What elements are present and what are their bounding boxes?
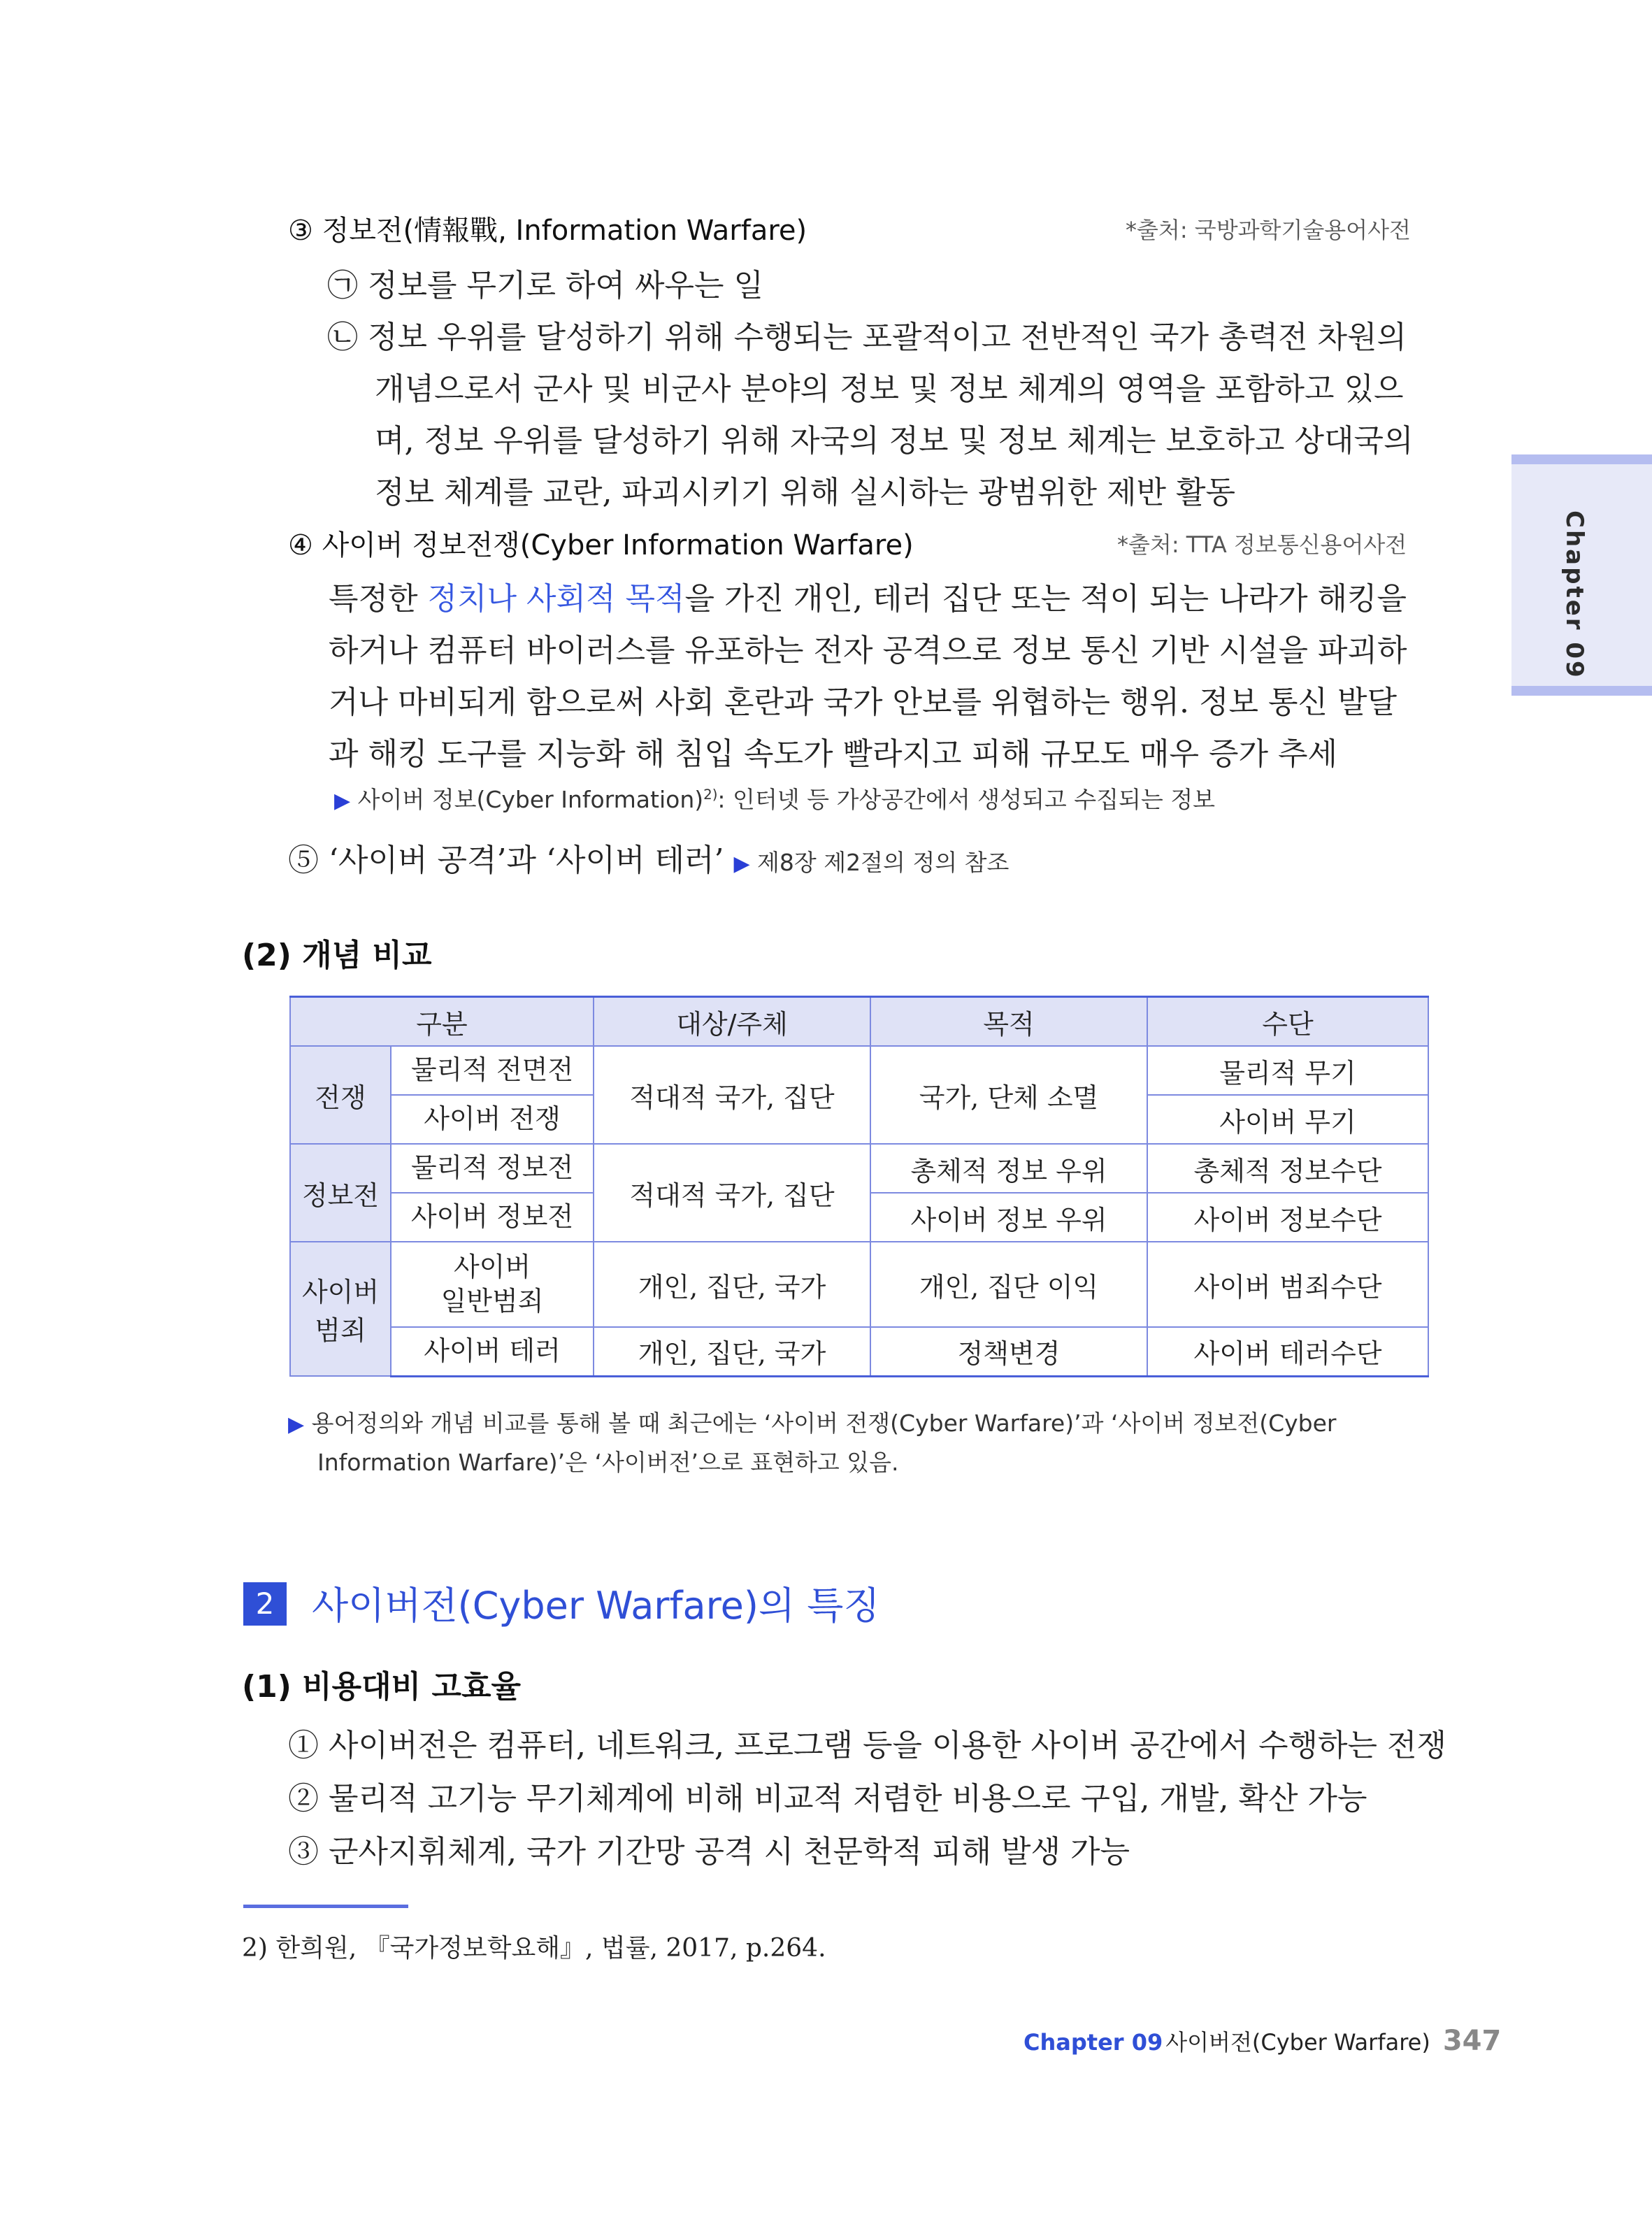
item3-source: *출처: 국방과학기술용어사전 [1126, 217, 1411, 243]
header-target: 대상/주체 [594, 997, 870, 1047]
cell-target: 개인, 집단, 국가 [594, 1327, 870, 1376]
table-note-text1: 용어정의와 개념 비교를 통해 볼 때 최근에는 ‘사이버 전쟁(Cyber Warfare)’과 ‘사이버 정보전(Cyber [311, 1410, 1337, 1437]
group-war: 전쟁 [290, 1046, 391, 1144]
cell-purpose: 사이버 정보 우위 [870, 1193, 1147, 1242]
table-header-row [290, 997, 1428, 1047]
cell-means: 사이버 테러수단 [1147, 1327, 1428, 1376]
cell-target: 적대적 국가, 집단 [594, 1046, 870, 1144]
side-tab-top-bar [1511, 454, 1652, 464]
item4-line1 [329, 573, 1407, 618]
table-row [290, 1144, 1428, 1193]
row-label: 사이버 전쟁 [391, 1095, 594, 1144]
side-tab-label: Chapter 09 [1560, 510, 1588, 680]
header-purpose: 목적 [870, 997, 1147, 1047]
footer-title: 사이버전(Cyber Warfare) [1165, 2029, 1430, 2056]
cell-target: 개인, 집단, 국가 [594, 1242, 870, 1327]
side-tab-bottom-bar [1511, 686, 1652, 696]
row-label: 사이버 정보전 [391, 1193, 594, 1242]
item4-highlight: 정치나 사회적 목적 [427, 581, 685, 617]
row-label-line1: 사이버 [453, 1251, 531, 1282]
triangle-bullet-icon: ▶ [288, 1412, 305, 1437]
row-label: 물리적 전면전 [391, 1046, 594, 1095]
item4-source: *출처: TTA 정보통신용어사전 [1117, 531, 1407, 558]
footnote: 2) 한희원, 『국가정보학요해』, 법률, 2017, p.264. [242, 1934, 826, 1963]
list-item: ② 물리적 고기능 무기체계에 비해 비교적 저렴한 비용으로 구입, 개발, 확산 가능 [288, 1781, 1367, 1816]
table-row [290, 1046, 1428, 1095]
group-info-warfare: 정보전 [290, 1144, 391, 1242]
group-label-line2: 범죄 [315, 1315, 366, 1346]
header-category: 구분 [290, 997, 594, 1047]
comparison-table [289, 996, 1429, 1377]
footnote-divider [243, 1905, 408, 1908]
row-label [391, 1242, 594, 1327]
item3-b-line3: 며, 정보 우위를 달성하기 위해 자국의 정보 및 정보 체계는 보호하고 상대국의 [375, 423, 1414, 459]
cell-purpose: 총체적 정보 우위 [870, 1144, 1147, 1193]
subsection-cost-efficiency: (1) 비용대비 고효율 [242, 1669, 521, 1705]
triangle-bullet-icon: ▶ [733, 852, 750, 876]
item4-line1-post: 을 가진 개인, 테러 집단 또는 적이 되는 나라가 해킹을 [684, 581, 1407, 617]
table-note-line1 [288, 1405, 1336, 1438]
item4-line3: 거나 마비되게 함으로써 사회 혼란과 국가 안보를 위협하는 행위. 정보 통신 발달 [329, 685, 1397, 720]
item4-note [334, 782, 1215, 815]
cell-target: 적대적 국가, 집단 [594, 1144, 870, 1242]
item5-text: ⑤ ‘사이버 공격’과 ‘사이버 테러’ [288, 843, 724, 878]
cell-purpose: 국가, 단체 소멸 [870, 1046, 1147, 1144]
item4-line2: 하거나 컴퓨터 바이러스를 유포하는 전자 공격으로 정보 통신 기반 시설을 파괴하 [329, 633, 1407, 668]
cell-means: 사이버 정보수단 [1147, 1193, 1428, 1242]
subsection-concept-comparison: (2) 개념 비교 [242, 938, 432, 973]
table-note-line2: Information Warfare)’은 ‘사이버전’으로 표현하고 있음. [317, 1449, 899, 1476]
item3-b-line1: ㉡ 정보 우위를 달성하기 위해 수행되는 포괄적이고 전반적인 국가 총력전 차원의 [327, 320, 1407, 355]
triangle-bullet-icon: ▶ [334, 789, 351, 813]
page-footer [1023, 2025, 1501, 2057]
group-cyber-crime [290, 1242, 391, 1376]
chapter-side-tab[interactable] [1511, 454, 1652, 696]
row-label-line2: 일반범죄 [440, 1286, 544, 1317]
item5 [288, 835, 1009, 880]
item3-b-line4: 정보 체계를 교란, 파괴시키기 위해 실시하는 광범위한 제반 활동 [375, 475, 1235, 510]
section-title: 사이버전(Cyber Warfare)의 특징 [312, 1584, 880, 1628]
row-label: 물리적 정보전 [391, 1144, 594, 1193]
cell-means: 총체적 정보수단 [1147, 1144, 1428, 1193]
cell-means: 물리적 무기 [1147, 1046, 1428, 1095]
footer-chapter: Chapter 09 [1023, 2029, 1163, 2056]
cell-purpose: 정책변경 [870, 1327, 1147, 1376]
item4-title: ④ 사이버 정보전쟁(Cyber Information Warfare) [288, 529, 914, 561]
cell-purpose: 개인, 집단 이익 [870, 1242, 1147, 1327]
item3-b-line2: 개념으로서 군사 및 비군사 분야의 정보 및 정보 체계의 영역을 포함하고 있으 [375, 371, 1404, 407]
section-number-badge: 2 [243, 1582, 287, 1626]
item4-note-pre: 사이버 정보(Cyber Information) [357, 786, 704, 813]
item4-line4: 과 해킹 도구를 지능화 해 침입 속도가 빨라지고 피해 규모도 매우 증가 추세 [329, 736, 1337, 772]
item4-line1-pre: 특정한 [329, 581, 428, 617]
cell-means: 사이버 범죄수단 [1147, 1242, 1428, 1327]
page-number: 347 [1442, 2025, 1502, 2057]
item3-a: ㉠ 정보를 무기로 하여 싸우는 일 [327, 268, 763, 303]
table-row [290, 1327, 1428, 1376]
row-label: 사이버 테러 [391, 1327, 594, 1376]
footnote-ref[interactable]: 2) [703, 787, 718, 803]
item5-ref: 제8장 제2절의 정의 참조 [757, 849, 1010, 876]
cell-means: 사이버 무기 [1147, 1095, 1428, 1144]
list-item: ③ 군사지휘체계, 국가 기간망 공격 시 천문학적 피해 발생 가능 [288, 1834, 1130, 1870]
item4-note-post: : 인터넷 등 가상공간에서 생성되고 수집되는 정보 [717, 786, 1216, 813]
group-label-line1: 사이버 [301, 1277, 380, 1307]
item3-title: ③ 정보전(情報戰, Information Warfare) [288, 215, 807, 247]
table-row [290, 1242, 1428, 1327]
list-item: ① 사이버전은 컴퓨터, 네트워크, 프로그램 등을 이용한 사이버 공간에서 수행하는 전쟁 [288, 1728, 1446, 1763]
header-means: 수단 [1147, 997, 1428, 1047]
